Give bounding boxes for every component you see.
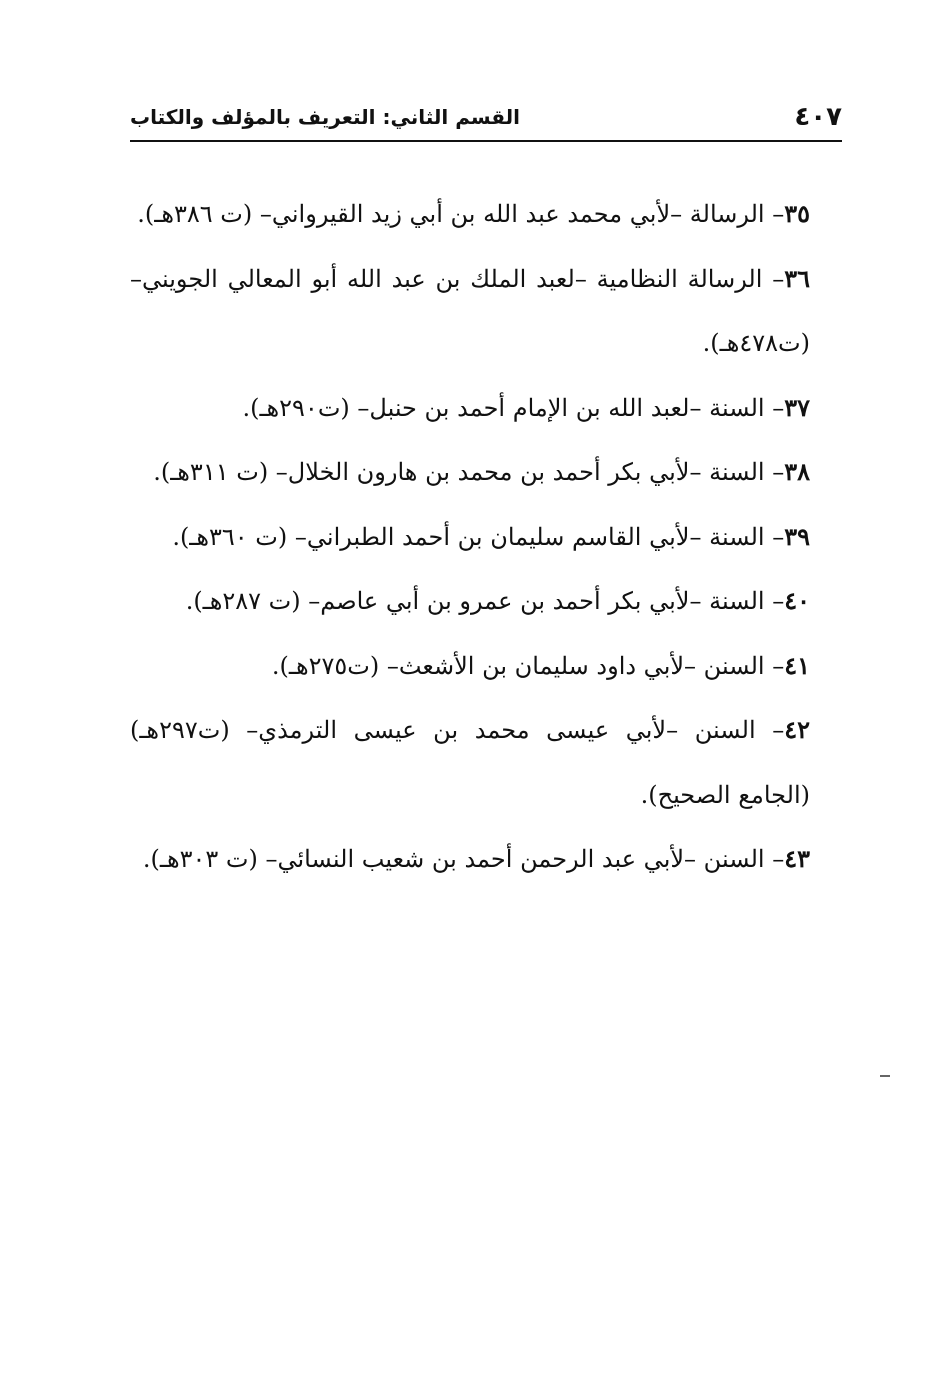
entry-number: ٤٢ — [784, 715, 810, 744]
list-item — [130, 376, 810, 441]
entry-number: ٣٩ — [784, 521, 810, 551]
list-item — [130, 247, 810, 376]
entry-text: – السنن –لأبي داود سليمان بن الأشعث– (ت٢٧٥هـ). — [271, 651, 785, 680]
entry-text: – الرسالة النظامية –لعبد الملك بن عبد الله أبو المعالي الجويني– (ت٤٧٨هـ). — [130, 264, 810, 357]
list-item — [130, 182, 810, 247]
list-item — [130, 827, 810, 892]
entry-number: ٣٦ — [784, 263, 810, 293]
entry-text: – السنة –لعبد الله بن الإمام أحمد بن حنبل– (ت٢٩٠هـ). — [242, 393, 785, 422]
margin-mark — [880, 1075, 890, 1077]
entry-text: – السنة –لأبي بكر أحمد بن عمرو بن أبي عاصم– (ت ٢٨٧هـ). — [185, 587, 785, 615]
page-number: ٤٠٧ — [794, 102, 842, 132]
list-item — [130, 440, 810, 505]
header-rule — [130, 140, 842, 142]
list-item — [130, 698, 810, 827]
running-title: القسم الثاني: التعريف بالمؤلف والكتاب — [130, 105, 521, 129]
list-item — [130, 569, 810, 634]
entry-text: – السنة –لأبي بكر أحمد بن محمد بن هارون الخلال– (ت ٣١١هـ). — [153, 458, 785, 486]
list-item — [130, 634, 810, 699]
page-header — [130, 96, 842, 132]
entry-number: ٤٠ — [784, 586, 810, 615]
entry-number: ٤٣ — [784, 844, 810, 873]
entry-text: – السنن –لأبي عيسى محمد بن عيسى الترمذي– (ت٢٩٧هـ) (الجامع الصحيح). — [130, 716, 810, 809]
entry-number: ٣٨ — [784, 457, 810, 486]
entry-number: ٣٥ — [784, 199, 810, 228]
entry-number: ٣٧ — [784, 392, 810, 422]
entry-text: – السنن –لأبي عبد الرحمن أحمد بن شعيب النسائي– (ت ٣٠٣هـ). — [142, 845, 785, 873]
entry-text: – السنة –لأبي القاسم سليمان بن أحمد الطبراني– (ت ٣٦٠هـ). — [172, 522, 785, 551]
list-item — [130, 505, 810, 570]
bibliography-list — [130, 182, 810, 892]
entry-text: – الرسالة –لأبي محمد عبد الله بن أبي زيد القيرواني– (ت ٣٨٦هـ). — [137, 200, 785, 228]
entry-number: ٤١ — [784, 650, 810, 680]
